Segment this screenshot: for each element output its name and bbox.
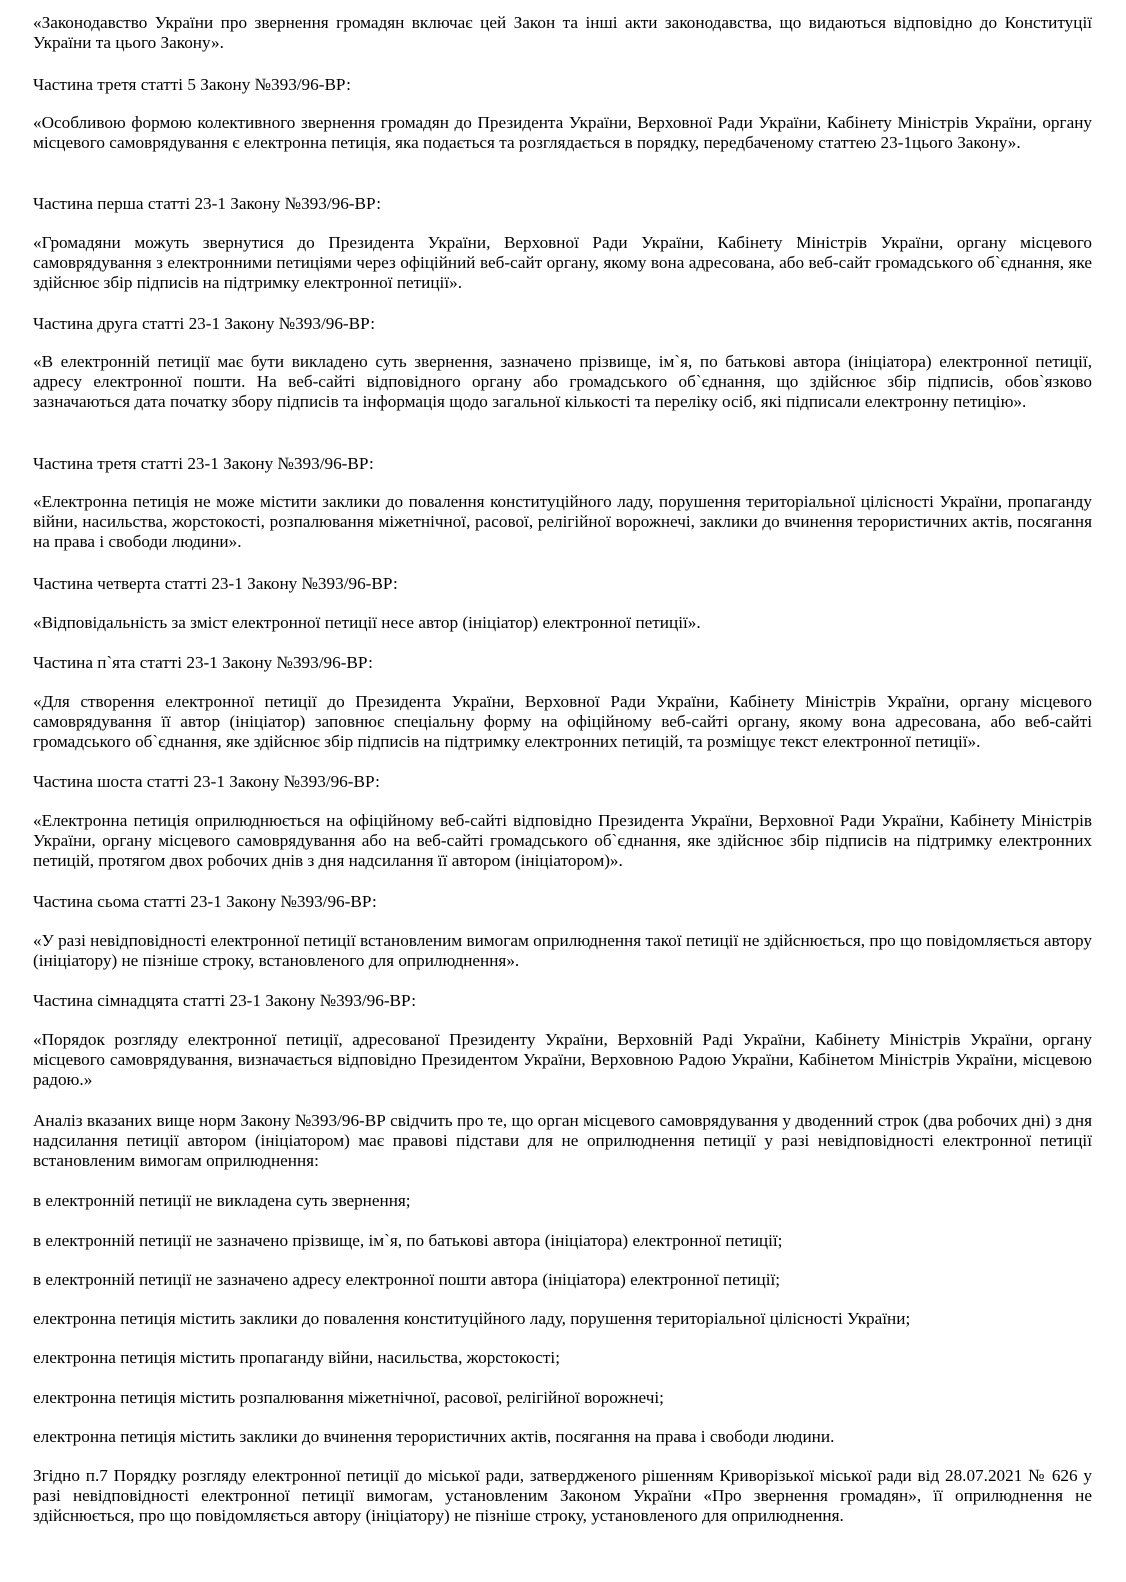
article-reference-heading: Частина сімнадцята статті 23-1 Закону №393/96-ВР: (33, 991, 416, 1010)
article-reference-heading: Частина п`ята статті 23-1 Закону №393/96-ВР: (33, 653, 373, 672)
law-quote-paragraph: «Громадяни можуть звернутися до Президента України, Верховної Ради України, Кабінету Міністрів України, органу місцевого самоврядування з електронними петиціями через офіційний веб-сайт органу, якому вона адресована, або веб-сайт громадського об`єднання, яке здійснює збір підписів на підтримку електронної петиції». (33, 233, 1092, 293)
law-quote-paragraph: «Електронна петиція не може містити заклики до повалення конституційного ладу, порушення територіальної цілісності України, пропаганду війни, насильства, жорстокості, розпалювання міжетнічної, расової, релігійної ворожнечі, заклики до вчинення терористичних актів, посягання на права і свободи людини». (33, 492, 1092, 552)
list-item: в електронній петиції не викладена суть звернення; (33, 1191, 411, 1210)
law-quote-paragraph: «Відповідальність за зміст електронної петиції несе автор (ініціатор) електронної петиції». (33, 613, 701, 632)
law-quote-paragraph: «В електронній петиції має бути викладено суть звернення, зазначено прізвище, ім`я, по батькові автора (ініціатора) електронної петиції, адресу електронної пошти. На веб-сайті відповідного органу або громадського об`єднання, що здійснює збір підписів, обов`язково зазначаються дата початку збору підписів та інформація щодо загальної кількості та переліку осіб, які підписали електронну петицію». (33, 352, 1092, 412)
law-quote-paragraph: «У разі невідповідності електронної петиції встановленим вимогам оприлюднення такої петиції не здійснюється, про що повідомляється автору (ініціатору) не пізніше строку, встановленого для оприлюднення». (33, 931, 1092, 971)
article-reference-heading: Частина перша статті 23-1 Закону №393/96-ВР: (33, 194, 381, 213)
list-item: електронна петиція містить заклики до вчинення терористичних актів, посягання на права і свободи людини. (33, 1427, 835, 1446)
conclusion-paragraph: Згідно п.7 Порядку розгляду електронної петиції до міської ради, затвердженого рішенням Криворізької міської ради від 28.07.2021 № 626 у разі невідповідності електронної петиції вимогам, установленим Законом України «Про звернення громадян», її оприлюднення не здійснюється, про що повідомляється автору (ініціатору) не пізніше строку, установленого для оприлюднення. (33, 1466, 1092, 1526)
list-item: електронна петиція містить заклики до повалення конституційного ладу, порушення територіальної цілісності України; (33, 1309, 911, 1328)
article-reference-heading: Частина третя статті 5 Закону №393/96-ВР: (33, 75, 351, 94)
article-reference-heading: Частина сьома статті 23-1 Закону №393/96-ВР: (33, 892, 377, 911)
article-reference-heading: Частина шоста статті 23-1 Закону №393/96-ВР: (33, 772, 380, 791)
list-item: електронна петиція містить пропаганду війни, насильства, жорстокості; (33, 1348, 560, 1367)
law-quote-paragraph: «Особливою формою колективного звернення громадян до Президента України, Верховної Ради України, Кабінету Міністрів України, органу місцевого самоврядування є електронна петиція, яка подається та розглядається в порядку, передбаченому статтею 23-1цього Закону». (33, 113, 1092, 153)
list-item: електронна петиція містить розпалювання міжетнічної, расової, релігійної ворожнечі; (33, 1388, 664, 1407)
law-quote-paragraph: «Порядок розгляду електронної петиції, адресованої Президенту України, Верховній Раді України, Кабінету Міністрів України, органу місцевого самоврядування, визначається відповідно Президентом України, Верховною Радою України, Кабінетом Міністрів України, місцевою радою.» (33, 1030, 1092, 1090)
analysis-paragraph: Аналіз вказаних вище норм Закону №393/96-ВР свідчить про те, що орган місцевого самоврядування у дводенний строк (два робочих дні) з дня надсилання петиції автором (ініціатором) має правові підстави для не оприлюднення петиції у разі невідповідності електронної петиції встановленим вимогам оприлюднення: (33, 1111, 1092, 1171)
law-quote-paragraph: «Електронна петиція оприлюднюється на офіційному веб-сайті відповідно Президента України, Верховної Ради України, Кабінету Міністрів України, органу місцевого самоврядування або на веб-сайті громадського об`єднання, яке здійснює збір підписів на підтримку електронних петицій, протягом двох робочих днів з дня надсилання її автором (ініціатором)». (33, 811, 1092, 871)
article-reference-heading: Частина четверта статті 23-1 Закону №393/96-ВР: (33, 574, 398, 593)
article-reference-heading: Частина третя статті 23-1 Закону №393/96-ВР: (33, 454, 374, 473)
article-reference-heading: Частина друга статті 23-1 Закону №393/96-ВР: (33, 314, 376, 333)
list-item: в електронній петиції не зазначено прізвище, ім`я, по батькові автора (ініціатора) електронної петиції; (33, 1231, 783, 1250)
law-quote-paragraph: «Для створення електронної петиції до Президента України, Верховної Ради України, Кабінету Міністрів України, органу місцевого самоврядування її автор (ініціатор) заповнює спеціальну форму на офіційному веб-сайті органу, якому вона адресована, або веб-сайті громадського об`єднання, яке здійснює збір підписів на підтримку електронних петицій, та розміщує текст електронної петиції». (33, 692, 1092, 752)
law-quote-paragraph: «Законодавство України про звернення громадян включає цей Закон та інші акти законодавства, що видаються відповідно до Конституції України та цього Закону». (33, 13, 1092, 53)
list-item: в електронній петиції не зазначено адресу електронної пошти автора (ініціатора) електронної петиції; (33, 1270, 781, 1289)
